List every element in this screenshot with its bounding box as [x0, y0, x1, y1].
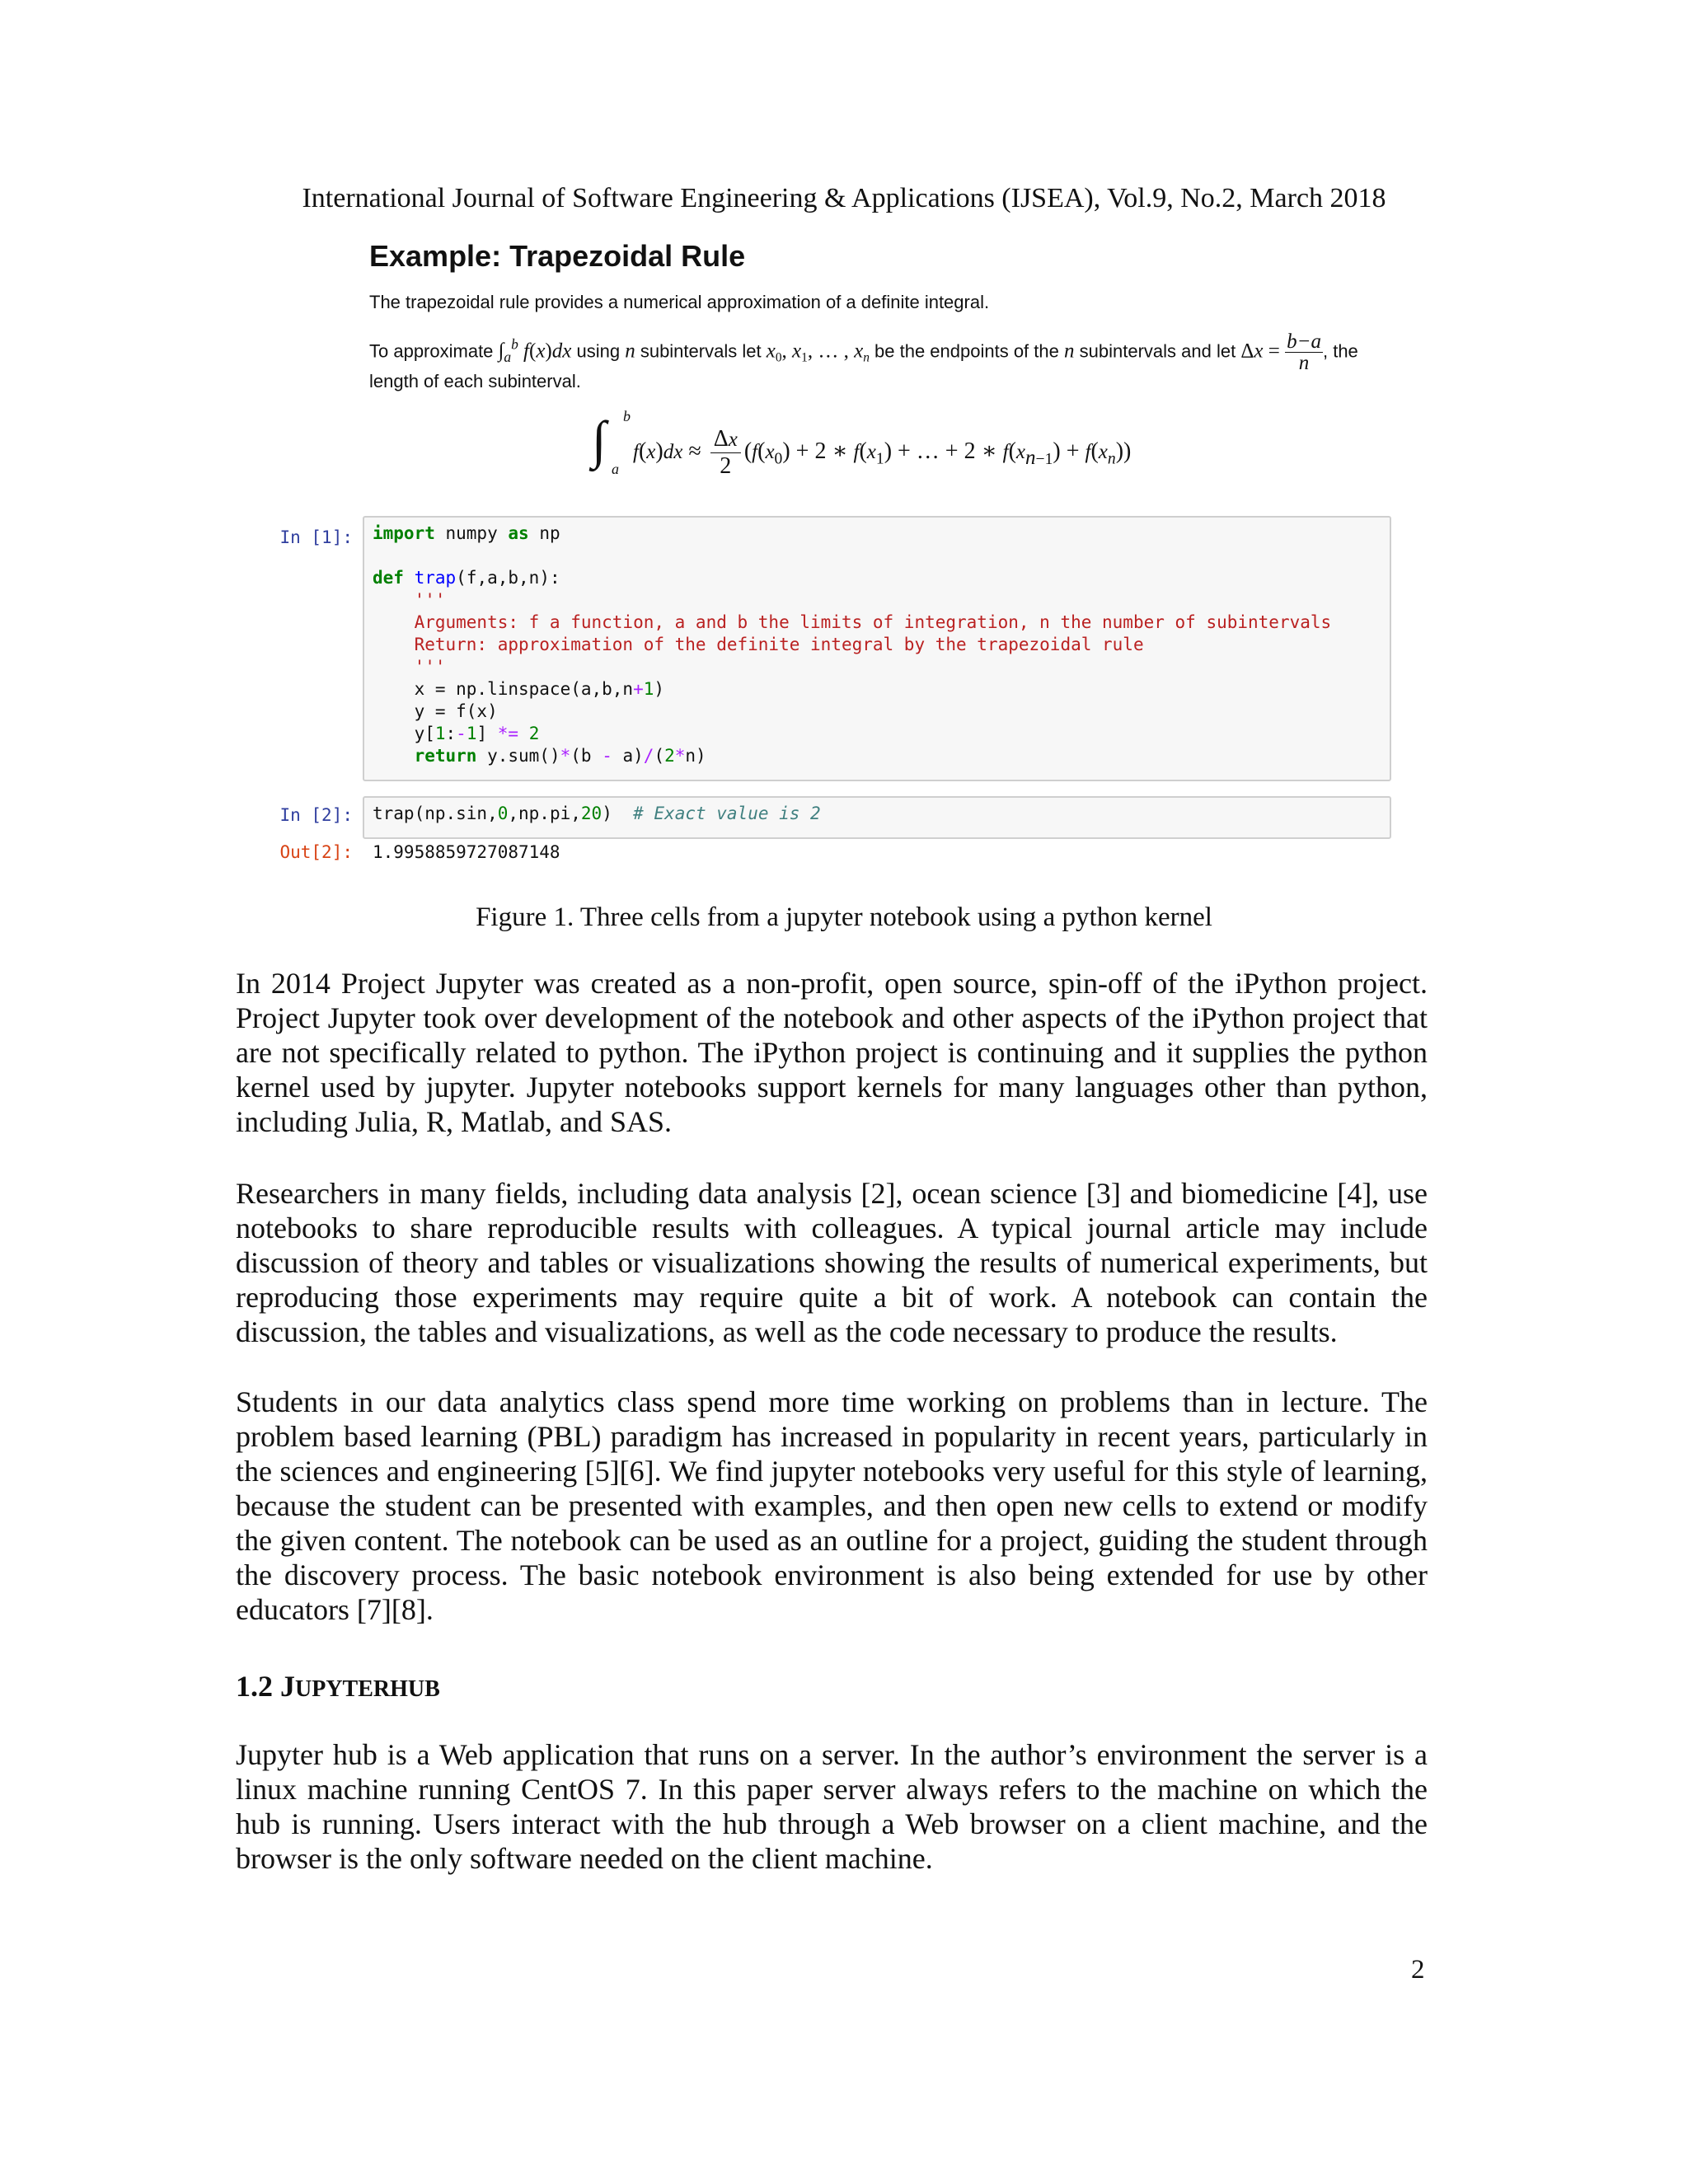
paragraph-2: Researchers in many fields, including data analysis [2], ocean science [3] and biomedicine [4], use notebooks to share reproducible results with colleagues. A typical journal article may include discussion of theory and tables or visualizations showing the results of numerical experiments, but reproducing those experiments may require quite a bit of work. A notebook can contain the discussion, the tables and visualizations, as well as the code necessary to produce the results.	[236, 1177, 1428, 1348]
paragraph-4: Jupyter hub is a Web application that runs on a server. In the author’s environment the server is a linux machine running CentOS 7. In this paper server always refers to the machine on which the hub is running. Users interact with the hub through a Web browser on a client machine, and the browser is the only software needed on the client machine.	[236, 1738, 1428, 1875]
paragraph-1: In 2014 Project Jupyter was created as a non-profit, open source, spin-off of the iPython project. Project Jupyter took over development of the notebook and other aspects of the iPython project that are not specifically related to python. The iPython project is continuing and it supplies the python kernel used by jupyter. Jupyter notebooks support kernels for many languages other than python, including Julia, R, Matlab, and SAS.	[236, 967, 1428, 1138]
cell-2-prompt: In [2]:	[279, 805, 353, 825]
notebook-approx-text-2: length of each subinterval.	[369, 371, 581, 391]
section-heading: 1.2 JUPYTERHUB	[236, 1670, 440, 1703]
output-value: 1.9958859727087148	[373, 842, 560, 862]
running-header: International Journal of Software Engineering & Applications (IJSEA), Vol.9, No.2, March 2018	[302, 183, 1386, 213]
code-cell-2[interactable]	[363, 796, 1391, 839]
paragraph-3: Students in our data analytics class spend more time working on problems than in lecture. The problem based learning (PBL) paradigm has increased in popularity in recent years, particularly in the sciences and engineering [5][6]. We find jupyter notebooks very useful for this style of learning, because the student can be presented with examples, and then open new cells to extend or modify the given content. The notebook can be used as an outline for a project, guiding the student through the discovery process. The basic notebook environment is also being extended for use by other educators [7][8].	[236, 1385, 1428, 1626]
notebook-heading: Example: Trapezoidal Rule	[369, 239, 746, 273]
code-cell-2-source: trap(np.sin,0,np.pi,20) # Exact value is 2	[373, 804, 821, 823]
trapezoid-formula: ∫ b a f(x)dx ≈ $\frac{\Delta x}{2} (f(x_0) + 2$ ∗ $f(x_1)$ + … + 2 ∗ $f(x_{n-1}) + f(x_n)$)	[592, 408, 1132, 480]
figure-caption: Figure 1. Three cells from a jupyter notebook using a python kernel	[476, 902, 1212, 932]
code-cell-1[interactable]	[363, 516, 1391, 781]
notebook-intro: The trapezoidal rule provides a numerical approximation of a definite integral.	[369, 292, 990, 312]
notebook-approx-text: To approximate $\int_a^b$ f(x)dx using n subintervals let $x_0$, $x_1$, … , $x_n$ be the endpoints of the n subintervals and let Δx = $\frac{b-a}{n}$ , the	[369, 330, 1358, 374]
code-cell-1-source: import numpy as np def trap(f,a,b,n): ''' Arguments: f a function, a and b the limits of integration, n the number of subintervals Return: approximation of the definite integral by the trapezoidal rule ''' x = np.linspace(a,b,n+1) y = f(x) y[1:-1] *= 2 return y.sum()*(b - a)/(2*n)	[373, 523, 1332, 766]
output-prompt: Out[2]:	[279, 842, 353, 862]
page-number: 2	[1411, 1955, 1425, 1985]
cell-1-prompt: In [1]:	[279, 527, 353, 547]
